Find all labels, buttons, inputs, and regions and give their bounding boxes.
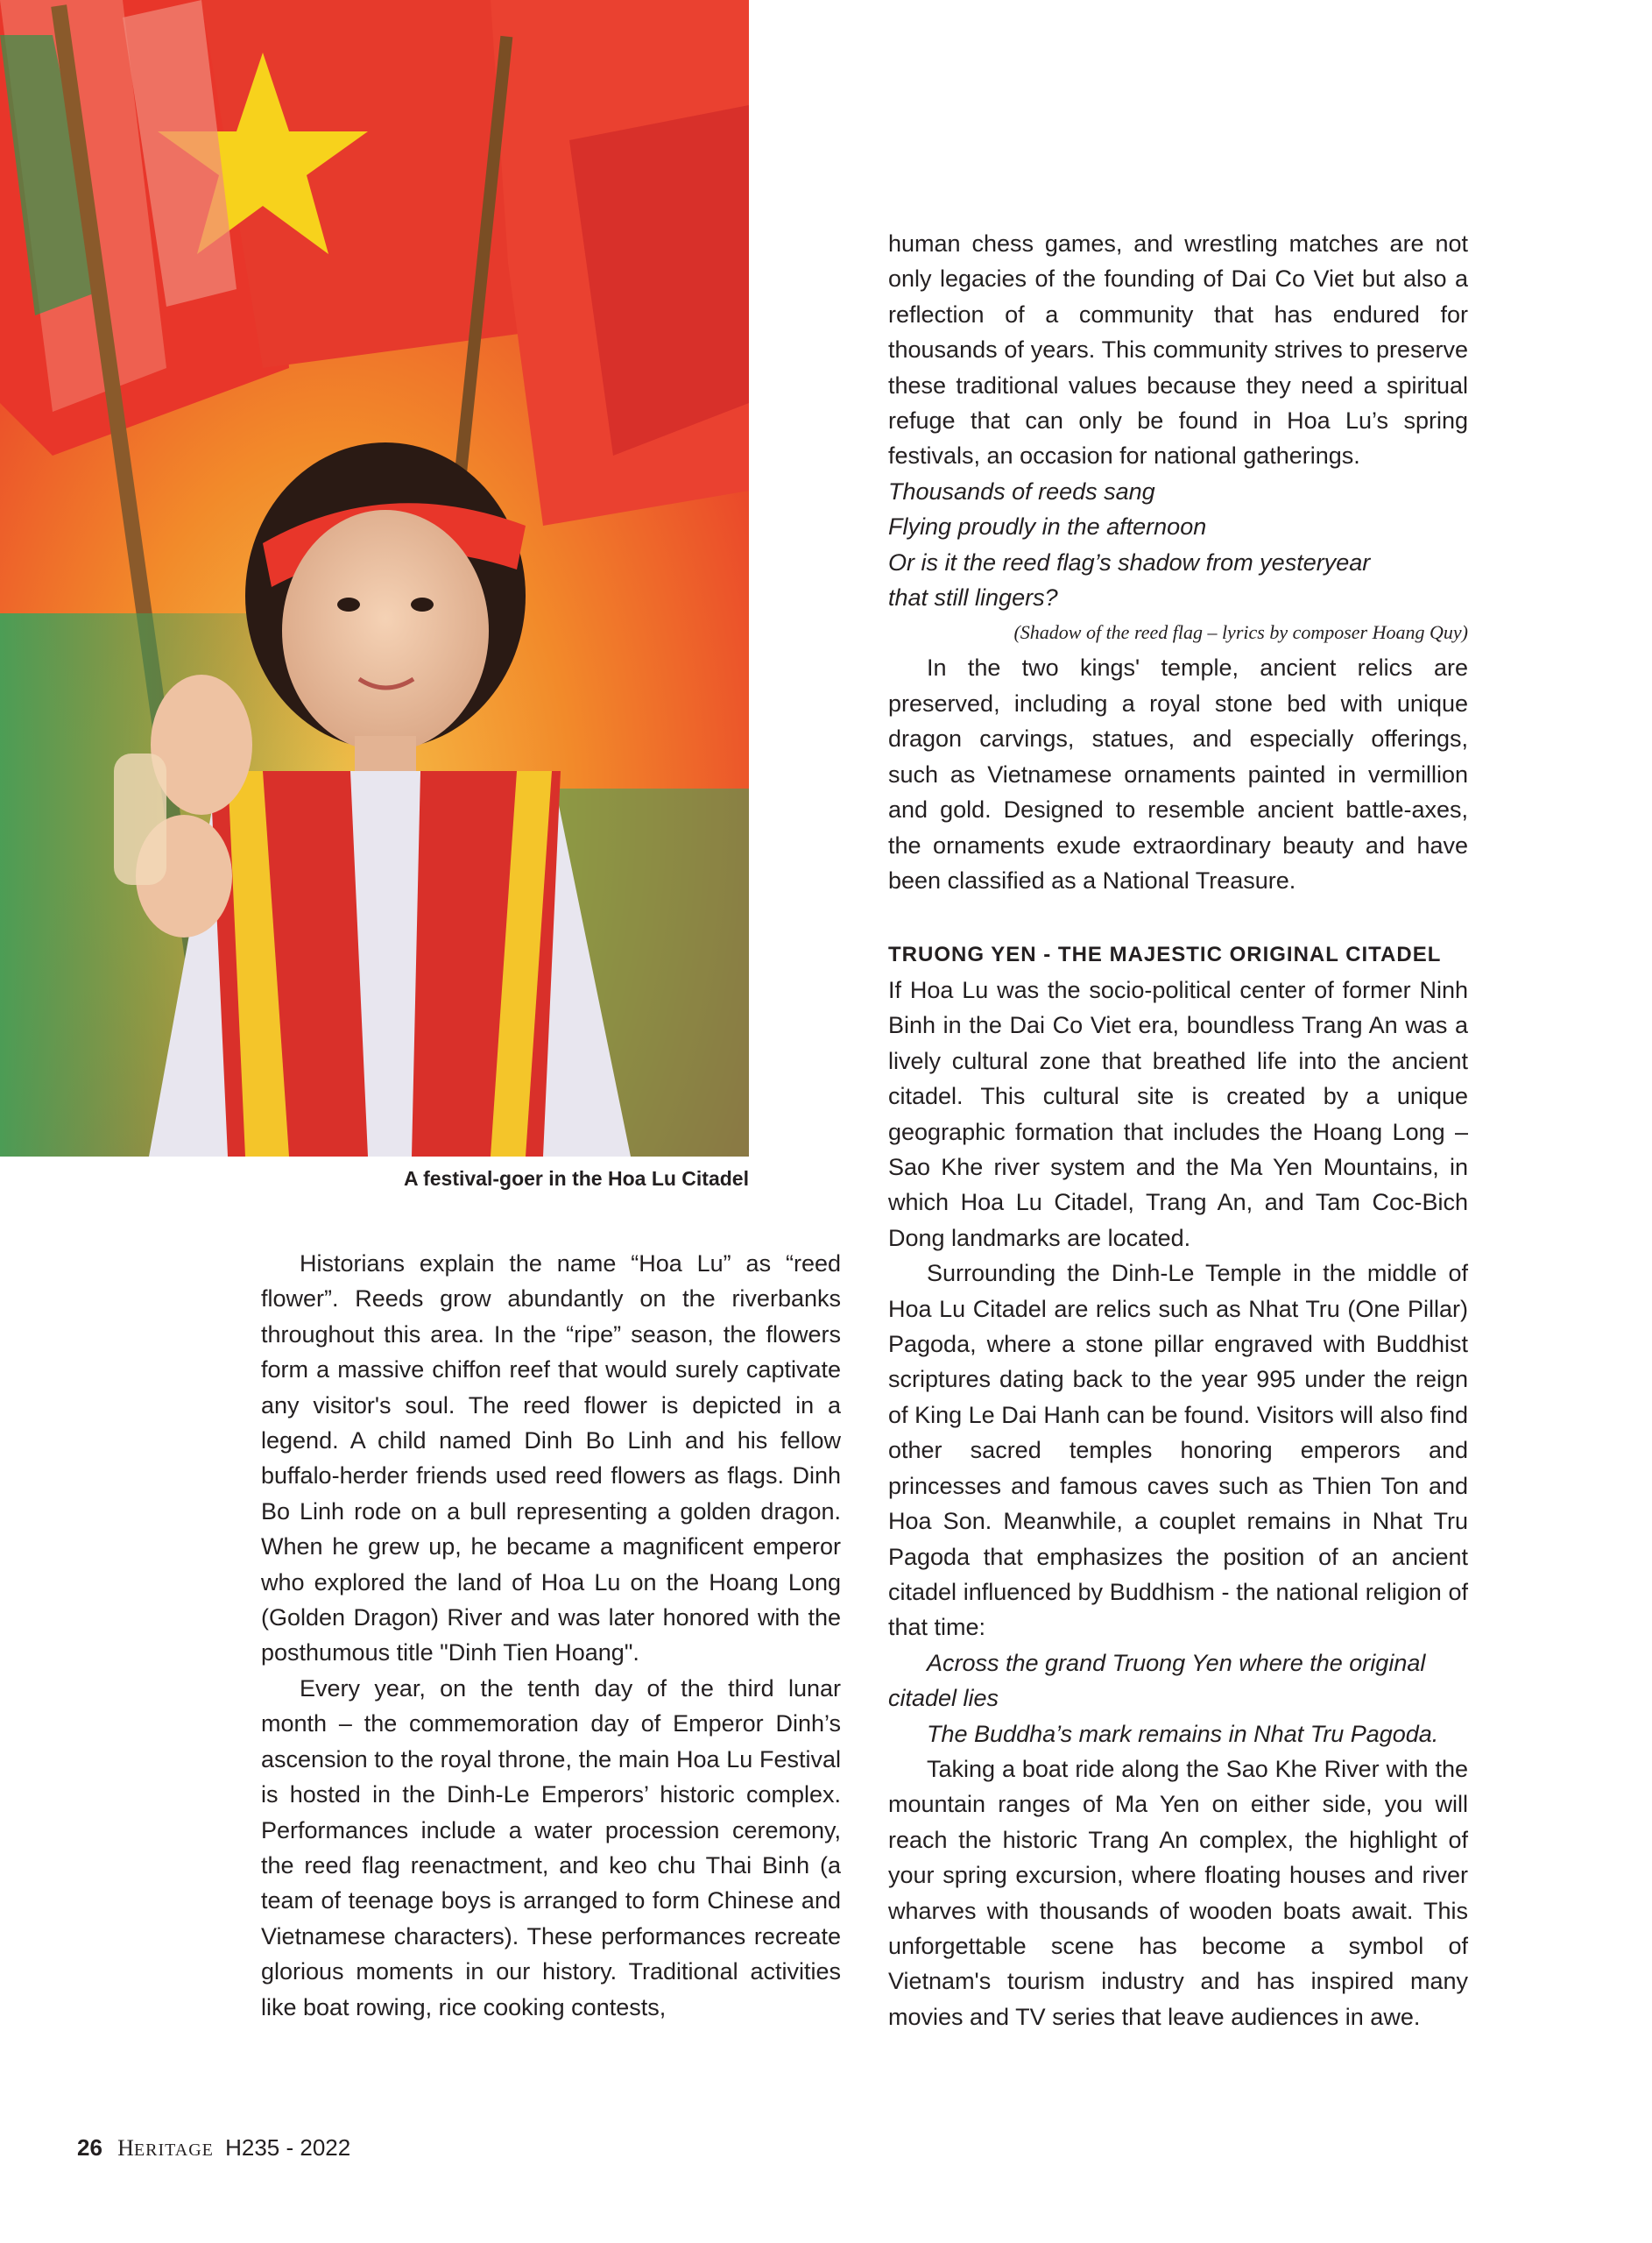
poem-line: Flying proudly in the afternoon	[888, 513, 1207, 541]
paragraph: In the two kings' temple, ancient relics are preserved, including a royal stone bed with unique dragon carvings, statues, and especially offerings, such as Vietnamese ornaments painted in vermillion and gold. Designed to resemble ancient battle-axes, the ornaments exude extraordinary beauty and have been classified as a National Treasure.	[888, 655, 1468, 894]
paragraph: Taking a boat ride along the Sao Khe River with the mountain ranges of Ma Yen on either side, you will reach the historic Trang An complex, the highlight of your spring excursion, where floating houses and river wharves with thousands of wooden boats await. This unforgettable scene has become a symbol of Vietnam's tourism industry and has inspired many movies and TV series that leave audiences in awe.	[888, 1755, 1468, 2030]
paragraph: If Hoa Lu was the socio-political center of former Ninh Binh in the Dai Co Viet era, boundless Trang An was a lively cultural zone that breathed life into the ancient citadel. This cultural site is created by a unique geographic formation that includes the Hoang Long – Sao Khe river system and the Ma Yen Mountains, in which Hoa Lu Citadel, Trang An, and Tam Coc-Bich Dong landmarks are located.	[888, 977, 1468, 1251]
issue-number: H235 - 2022	[225, 2134, 351, 2161]
magazine-name-initial: H	[117, 2135, 134, 2161]
paragraph: human chess games, and wrestling matches are not only legacies of the founding of Dai Co Viet but also a reflection of a community that has endured for thousands of years. This community strives to preserve these traditional values because they need a spiritual refuge that can only be found in Hoa Lu’s spring festivals, an occasion for national gatherings.	[888, 230, 1468, 470]
page-footer	[77, 2134, 350, 2162]
page-number: 26	[77, 2134, 102, 2161]
couplet-line: Across the grand Truong Yen where the original citadel lies	[888, 1649, 1426, 1712]
section-heading: TRUONG YEN - THE MAJESTIC ORIGINAL CITADEL	[888, 943, 1442, 966]
poem-line: Thousands of reeds sang	[888, 478, 1155, 505]
paragraph: Historians explain the name “Hoa Lu” as “reed flower”. Reeds grow abundantly on the riverbanks throughout this area. In the “ripe” season, the flowers form a massive chiffon reef that would surely captivate any visitor's soul. The reed flower is depicted in a legend. A child named Dinh Bo Linh and his fellow buffalo-herder friends used reed flowers as flags. Dinh Bo Linh rode on a bull representing a golden dragon. When he grew up, he became a magnificent emperor who explored the land of Hoa Lu on the Hoang Long (Golden Dragon) River and was later honored with the posthumous title "Dinh Tien Hoang".	[261, 1250, 841, 1666]
magazine-name: ERITAGE	[133, 2140, 214, 2160]
right-column-top	[888, 226, 1468, 898]
couplet-line: The Buddha’s mark remains in Nhat Tru Pagoda.	[927, 1720, 1439, 1747]
paragraph: Surrounding the Dinh-Le Temple in the middle of Hoa Lu Citadel are relics such as Nhat Tru (One Pillar) Pagoda, where a stone pillar engraved with Buddhist scriptures dating back to the year 995 under the reign of King Le Dai Hanh can be found. Visitors will also find other sacred temples honoring emperors and princesses and famous caves such as Thien Ton and Hoa Son. Meanwhile, a couplet remains in Nhat Tru Pagoda that emphasizes the position of an ancient citadel influenced by Buddhism - the national religion of that time:	[888, 1260, 1468, 1641]
poem-line: that still lingers?	[888, 584, 1058, 612]
left-column	[261, 1246, 841, 2025]
paragraph: Every year, on the tenth day of the third lunar month – the commemoration day of Emperor Dinh’s ascension to the royal throne, the main Hoa Lu Festival is hosted in the Dinh-Le Emperors’ historic complex. Performances include a water procession ceremony, the reed flag reenactment, and keo chu Thai Binh (a team of teenage boys is arranged to form Chinese and Vietnamese characters). These performances recreate glorious moments in our history. Traditional activities like boat rowing, rice cooking contests,	[261, 1674, 841, 2020]
poem-credit: (Shadow of the reed flag – lyrics by composer Hoang Quy)	[1013, 621, 1468, 644]
poem-line: Or is it the reed flag’s shadow from yesteryear	[888, 548, 1371, 576]
festival-photo	[0, 0, 749, 1157]
festival-photo-illustration	[0, 0, 749, 1157]
right-column-bottom	[888, 938, 1468, 2034]
photo-caption: A festival-goer in the Hoa Lu Citadel	[403, 1167, 749, 1190]
